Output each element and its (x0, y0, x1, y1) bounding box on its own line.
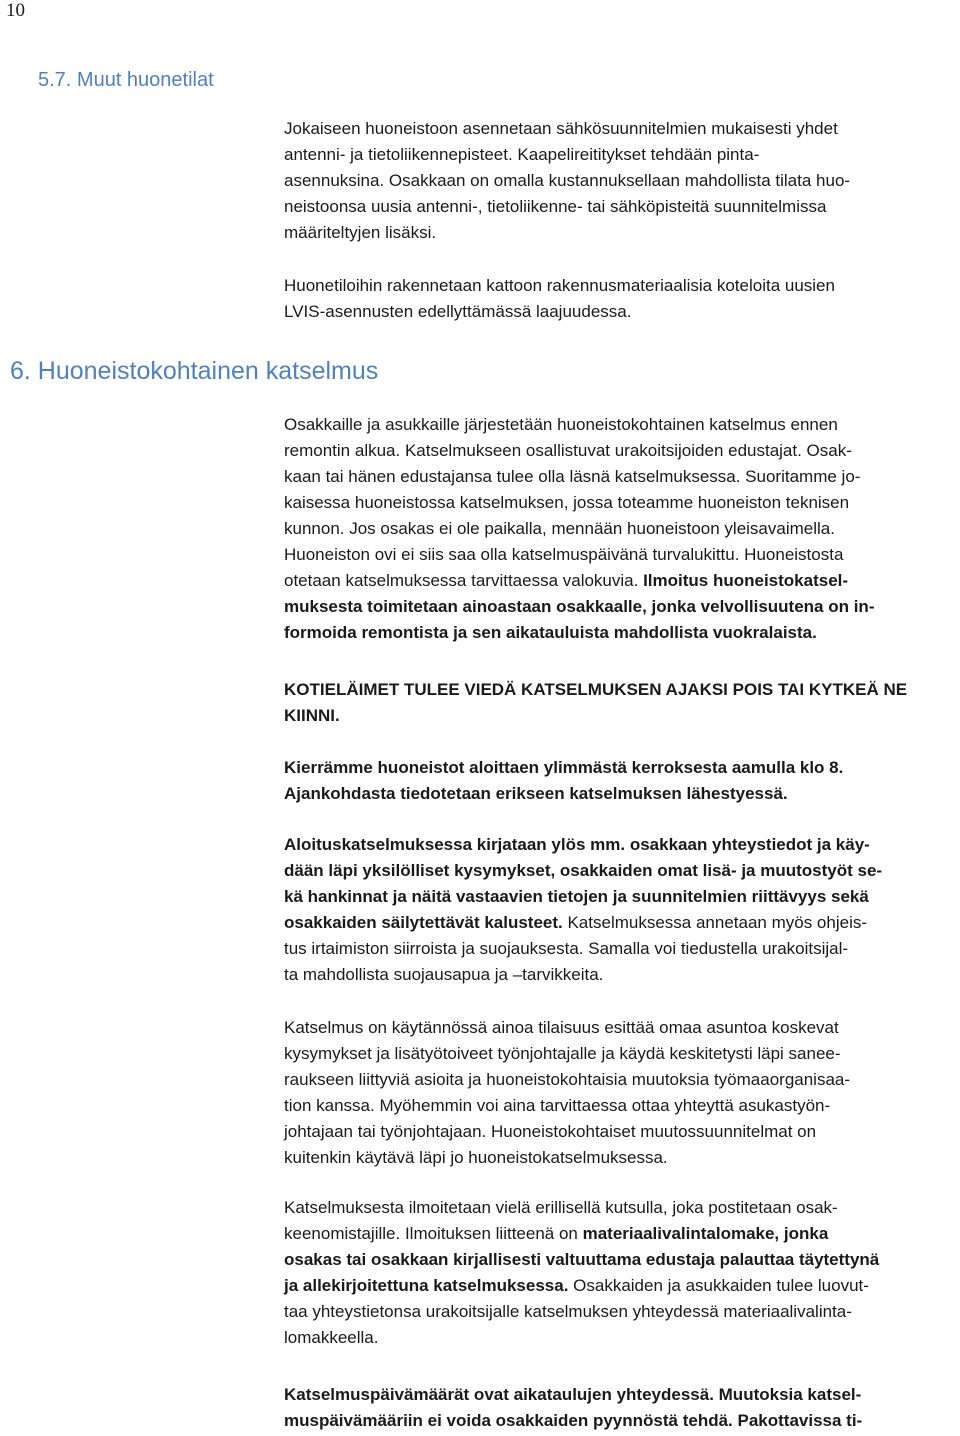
bold-text-run: Katselmuspäivämäärät ovat aikataulujen yhteydessä. Muutoksia katsel- muspäivämääriin ei voida osakkaiden pyynnöstä tehdä. Pakottavissa ti- (284, 1385, 863, 1430)
text-run: Osakkaille ja asukkaille järjestetään huoneistokohtainen katselmus ennen remontin alkua. Katselmukseen osallistuvat urakoitsijoiden edustajat. Osak- kaan tai hänen edustajansa tulee olla läsnä katselmuksessa. Suoritamme jo- kaisessa huoneistossa katselmuksen, jossa toteamme huoneiston teknisen kunnon. Jos osakas ei ole paikalla, mennään huoneistoon yleisavaimella. Huoneiston ovi ei siis saa olla katselmuspäivänä turvalukittu. Huoneistosta otetaan katselmuksessa tarvittaessa valokuvia. (284, 415, 861, 590)
paragraph-pets-notice (284, 677, 956, 729)
text-run: Katselmus on käytännössä ainoa tilaisuus esittää omaa asuntoa koskevat kysymykset ja lisätyötoiveet työnjohtajalle ja käydä keskitetysti läpi saneе- raukseen liittyviä asioita ja huoneistokohtaisia muutoksia työmaaorganisaa- tion kanssa. Myöhemmin voi aina tarvittaessa ottaa yhteyttä asukastyön- johtajaan tai työnjohtajaan. Huoneistokohtaiset muutossuunnitelmat on kuitenkin käytävä läpi jo huoneistokatselmuksessa. (284, 1018, 851, 1167)
bold-text-run: Kierrämme huoneistot aloittaen ylimmästä kerroksesta aamulla klo 8. Ajankohdasta tiedotetaan erikseen katselmuksen lähestyessä. (284, 758, 844, 803)
text-run: Katselmuksesta ilmoitetaan vielä erillisellä kutsulla, joka postitetaan osak- keenomistajille. Ilmoituksen liitteenä on (284, 1198, 838, 1243)
section-heading-5-7: 5.7. Muut huonetilat (38, 69, 214, 91)
text-run: Katselmuksessa annetaan myös ohjeis- tus irtaimiston siirroista ja suojauksesta. Samalla voi tiedustella urakoitsijal- ta mahdollista suojausapua ja –tarvikkeita. (284, 913, 868, 984)
paragraph-antenna-points (284, 116, 956, 246)
paragraph-schedule (284, 755, 956, 807)
bold-text-run: materiaalivalintalomake, jonka osakas tai osakkaan kirjallisesti valtuuttama edustaja palauttaa täytettynä ja allekirjoitettuna katselmuksessa. (284, 1224, 880, 1295)
paragraph-invitation (284, 1195, 956, 1351)
section-heading-6: 6. Huoneistokohtainen katselmus (10, 357, 379, 385)
paragraph-initial-inspection (284, 832, 956, 988)
page-number: 10 (6, 0, 25, 21)
text-run: Huonetiloihin rakennetaan kattoon rakennusmateriaalisia koteloita uusien LVIS-asennusten edellyttämässä laajuudessa. (284, 276, 835, 321)
paragraph-questions (284, 1015, 956, 1171)
text-run: Osakkaiden ja asukkaiden tulee luovut- taa yhteystietonsa urakoitsijalle katselmuksen yhteydessä materiaalivalinta- lomakkeella. (284, 1276, 869, 1347)
bold-text-run: KOTIELÄIMET TULEE VIEDÄ KATSELMUKSEN AJAKSI POIS TAI KYTKEÄ NE KIINNI. (284, 680, 908, 725)
text-run: Jokaiseen huoneistoon asennetaan sähkösuunnitelmien mukaisesti yhdet antenni- ja tietoliikennepisteet. Kaapelireititykset tehdään pinta- asennuksina. Osakkaan on omalla kustannuksellaan mahdollista tilata huo- neistoonsa uusia antenni-, tietoliikenne- tai sähköpisteitä suunnitelmissa määriteltyjen lisäksi. (284, 119, 851, 242)
bold-text-run: Ilmoitus huoneistokatsel- muksesta toimitetaan ainoastaan osakkaalle, jonka velvollisuutena on in- formoida remontista ja sen aikatauluista mahdollista vuokralaista. (284, 571, 875, 642)
bold-text-run: Aloituskatselmuksessa kirjataan ylös mm. osakkaan yhteystiedot ja käy- dään läpi yksilölliset kysymykset, osakkaiden omat lisä- ja muutostyöt se- kä hankinnat ja näitä vastaavien tietojen ja suunnitelmien riittävyys sekä osakkaiden säilytettävät kalusteet. (284, 835, 883, 932)
paragraph-dates (284, 1382, 956, 1434)
paragraph-inspection-intro (284, 412, 956, 646)
paragraph-ceiling-casings (284, 273, 956, 325)
